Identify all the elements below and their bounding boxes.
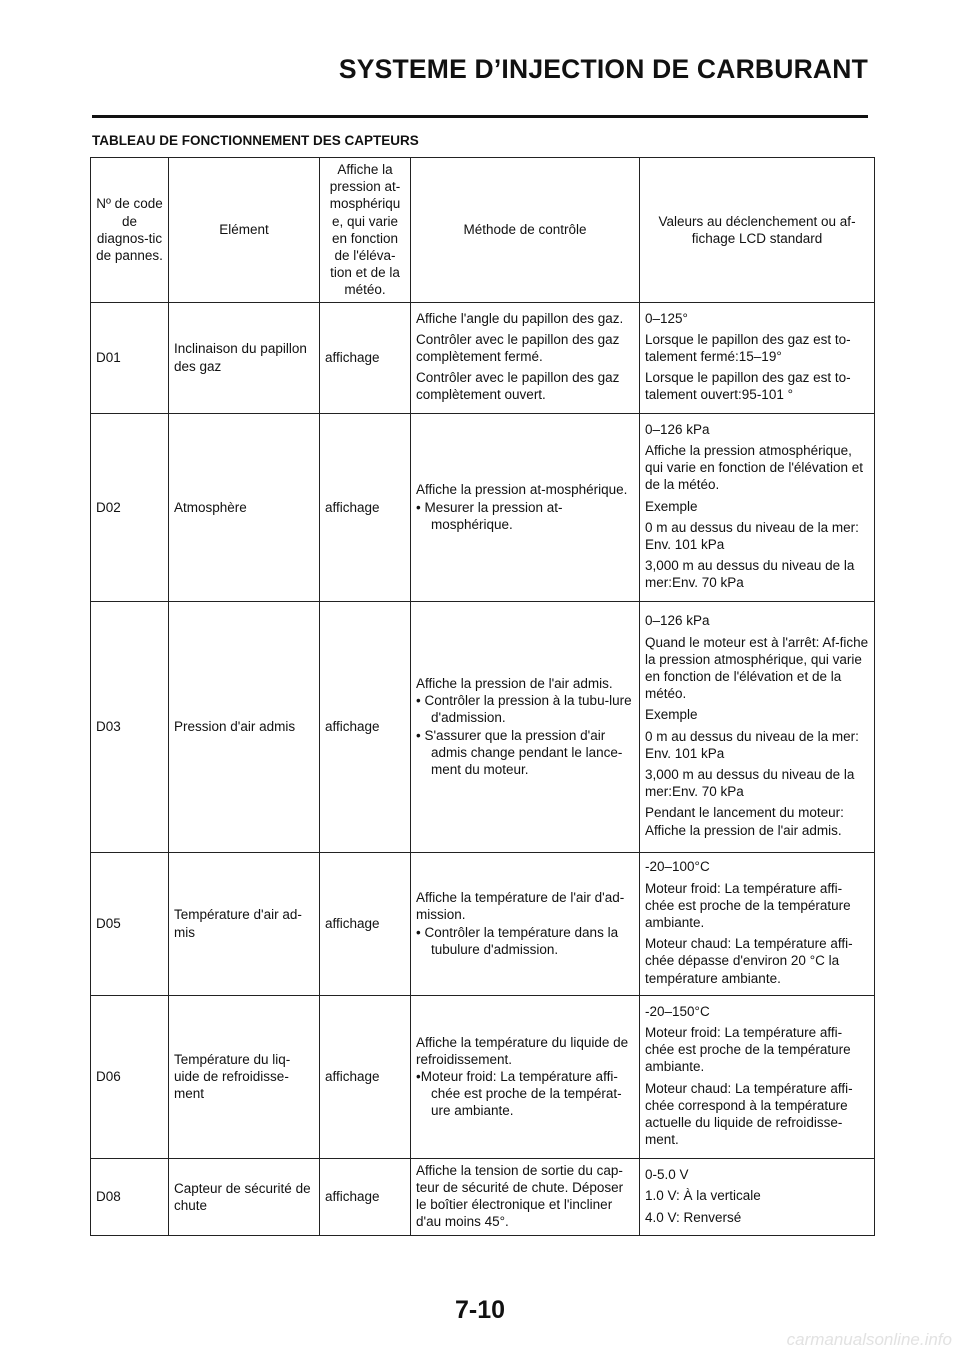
cell-element: Atmosphère	[169, 413, 320, 601]
header-method: Méthode de contrôle	[411, 158, 640, 303]
page-number: 7-10	[454, 1296, 506, 1324]
cell-display: affichage	[320, 995, 411, 1158]
cell-element: Inclinaison du papillon des gaz	[169, 302, 320, 413]
value-line: Exemple	[645, 707, 698, 723]
cell-element: Température du liq-uide de refroidisse-ment	[169, 995, 320, 1158]
value-line: Affiche la pression atmosphérique, qui varie en fonction de l'élévation et de la météo.	[645, 442, 863, 493]
cell-code: D08	[91, 1158, 169, 1236]
value-line: Pendant le lancement du moteur: Affiche la pression de l'air admis.	[645, 805, 844, 838]
value-line: 4.0 V: Renversé	[645, 1209, 742, 1225]
value-line: 0-5.0 V	[645, 1167, 689, 1183]
header-display: Affiche la pression at-mosphériqu e, qui varie en fonction de l'éléva-tion et de la météo.	[320, 158, 411, 303]
table-row	[91, 852, 875, 995]
cell-values	[640, 1158, 875, 1236]
value-line: Lorsque le papillon des gaz est to-talement ouvert:95-101 °	[645, 370, 851, 403]
value-line: -20–100°C	[645, 859, 710, 875]
value-line: 0–126 kPa	[645, 613, 710, 629]
table-row	[91, 413, 875, 601]
value-line: Moteur froid: La température affi-chée est proche de la température ambiante.	[645, 880, 851, 931]
method-line: Affiche la température de l'air d'ad-mission.	[416, 890, 625, 923]
value-line: 0 m au dessus du niveau de la mer: Env. 101 kPa	[645, 519, 859, 552]
value-line: Quand le moteur est à l'arrêt: Af-fiche la pression atmosphérique, qui varie en fonction de l'élévation et de la météo.	[645, 634, 869, 702]
value-line: Exemple	[645, 498, 698, 514]
sensor-table	[90, 157, 875, 1236]
table-row	[91, 601, 875, 852]
method-line: Affiche la tension de sortie du cap-teur de sécurité de chute. Déposer le boîtier électronique et l'incliner d'au moins 45°.	[416, 1162, 624, 1230]
cell-element: Capteur de sécurité de chute	[169, 1158, 320, 1236]
cell-values	[640, 413, 875, 601]
value-line: 0–125°	[645, 310, 688, 326]
value-line: 3,000 m au dessus du niveau de la mer:Env. 70 kPa	[645, 767, 855, 800]
method-line: Affiche la température du liquide de refroidissement.	[416, 1034, 629, 1067]
method-bullet: •Moteur froid: La température affi-chée est proche de la températ-ure ambiante.	[416, 1069, 622, 1119]
title-rule	[92, 115, 868, 118]
value-line: Moteur chaud: La température affi-chée correspond à la température actuelle du liquide de refroidisse-ment.	[645, 1080, 853, 1148]
method-line: Affiche la pression at-mosphérique.	[416, 482, 628, 498]
cell-values	[640, 302, 875, 413]
cell-method	[411, 852, 640, 995]
table-row	[91, 1158, 875, 1236]
value-line: 0 m au dessus du niveau de la mer: Env. 101 kPa	[645, 728, 859, 761]
cell-display: affichage	[320, 852, 411, 995]
cell-display: affichage	[320, 413, 411, 601]
cell-values	[640, 852, 875, 995]
cell-method	[411, 1158, 640, 1236]
cell-method	[411, 601, 640, 852]
cell-values	[640, 601, 875, 852]
header-values: Valeurs au déclenchement ou af-fichage LCD standard	[640, 158, 875, 303]
cell-method	[411, 413, 640, 601]
method-bullet: • Contrôler la pression à la tubu-lure d'admission.	[416, 693, 632, 726]
method-line: Contrôler avec le papillon des gaz complètement fermé.	[416, 331, 620, 365]
cell-method	[411, 302, 640, 413]
header-element: Elément	[169, 158, 320, 303]
cell-display: affichage	[320, 302, 411, 413]
method-line: Contrôler avec le papillon des gaz complètement ouvert.	[416, 370, 620, 403]
cell-code: D05	[91, 852, 169, 995]
cell-element: Température d'air ad-mis	[169, 852, 320, 995]
value-line: 1.0 V: À la verticale	[645, 1188, 761, 1204]
header-code: Nº de code de diagnos-tic de pannes.	[91, 158, 169, 303]
cell-code: D03	[91, 601, 169, 852]
table-row	[91, 995, 875, 1158]
method-line: Affiche la pression de l'air admis.	[416, 676, 613, 692]
cell-code: D01	[91, 302, 169, 413]
cell-code: D02	[91, 413, 169, 601]
value-line: 0–126 kPa	[645, 421, 710, 437]
method-bullet: • Mesurer la pression at-mosphérique.	[416, 499, 563, 532]
watermark: carmanualsonline.info	[786, 1330, 952, 1349]
page-title: SYSTEME D’INJECTION DE CARBURANT	[338, 54, 868, 84]
value-line: -20–150°C	[645, 1003, 710, 1019]
cell-element: Pression d'air admis	[169, 601, 320, 852]
value-line: 3,000 m au dessus du niveau de la mer:Env. 70 kPa	[645, 558, 855, 591]
cell-values	[640, 995, 875, 1158]
section-heading: TABLEAU DE FONCTIONNEMENT DES CAPTEURS	[92, 133, 419, 148]
method-bullet: • Contrôler la température dans la tubulure d'admission.	[416, 924, 619, 957]
value-line: Moteur chaud: La température affi-chée dépasse d'environ 20 °C la température ambiante.	[645, 936, 853, 986]
cell-method	[411, 995, 640, 1158]
table-header-row	[91, 158, 875, 303]
cell-code: D06	[91, 995, 169, 1158]
cell-display: affichage	[320, 601, 411, 852]
table-row	[91, 302, 875, 413]
method-line: Affiche l'angle du papillon des gaz.	[416, 310, 624, 326]
method-bullet: • S'assurer que la pression d'air admis change pendant le lance-ment du moteur.	[416, 727, 623, 778]
value-line: Lorsque le papillon des gaz est to-talement fermé:15–19°	[645, 331, 851, 365]
value-line: Moteur froid: La température affi-chée est proche de la température ambiante.	[645, 1025, 851, 1075]
cell-display: affichage	[320, 1158, 411, 1236]
